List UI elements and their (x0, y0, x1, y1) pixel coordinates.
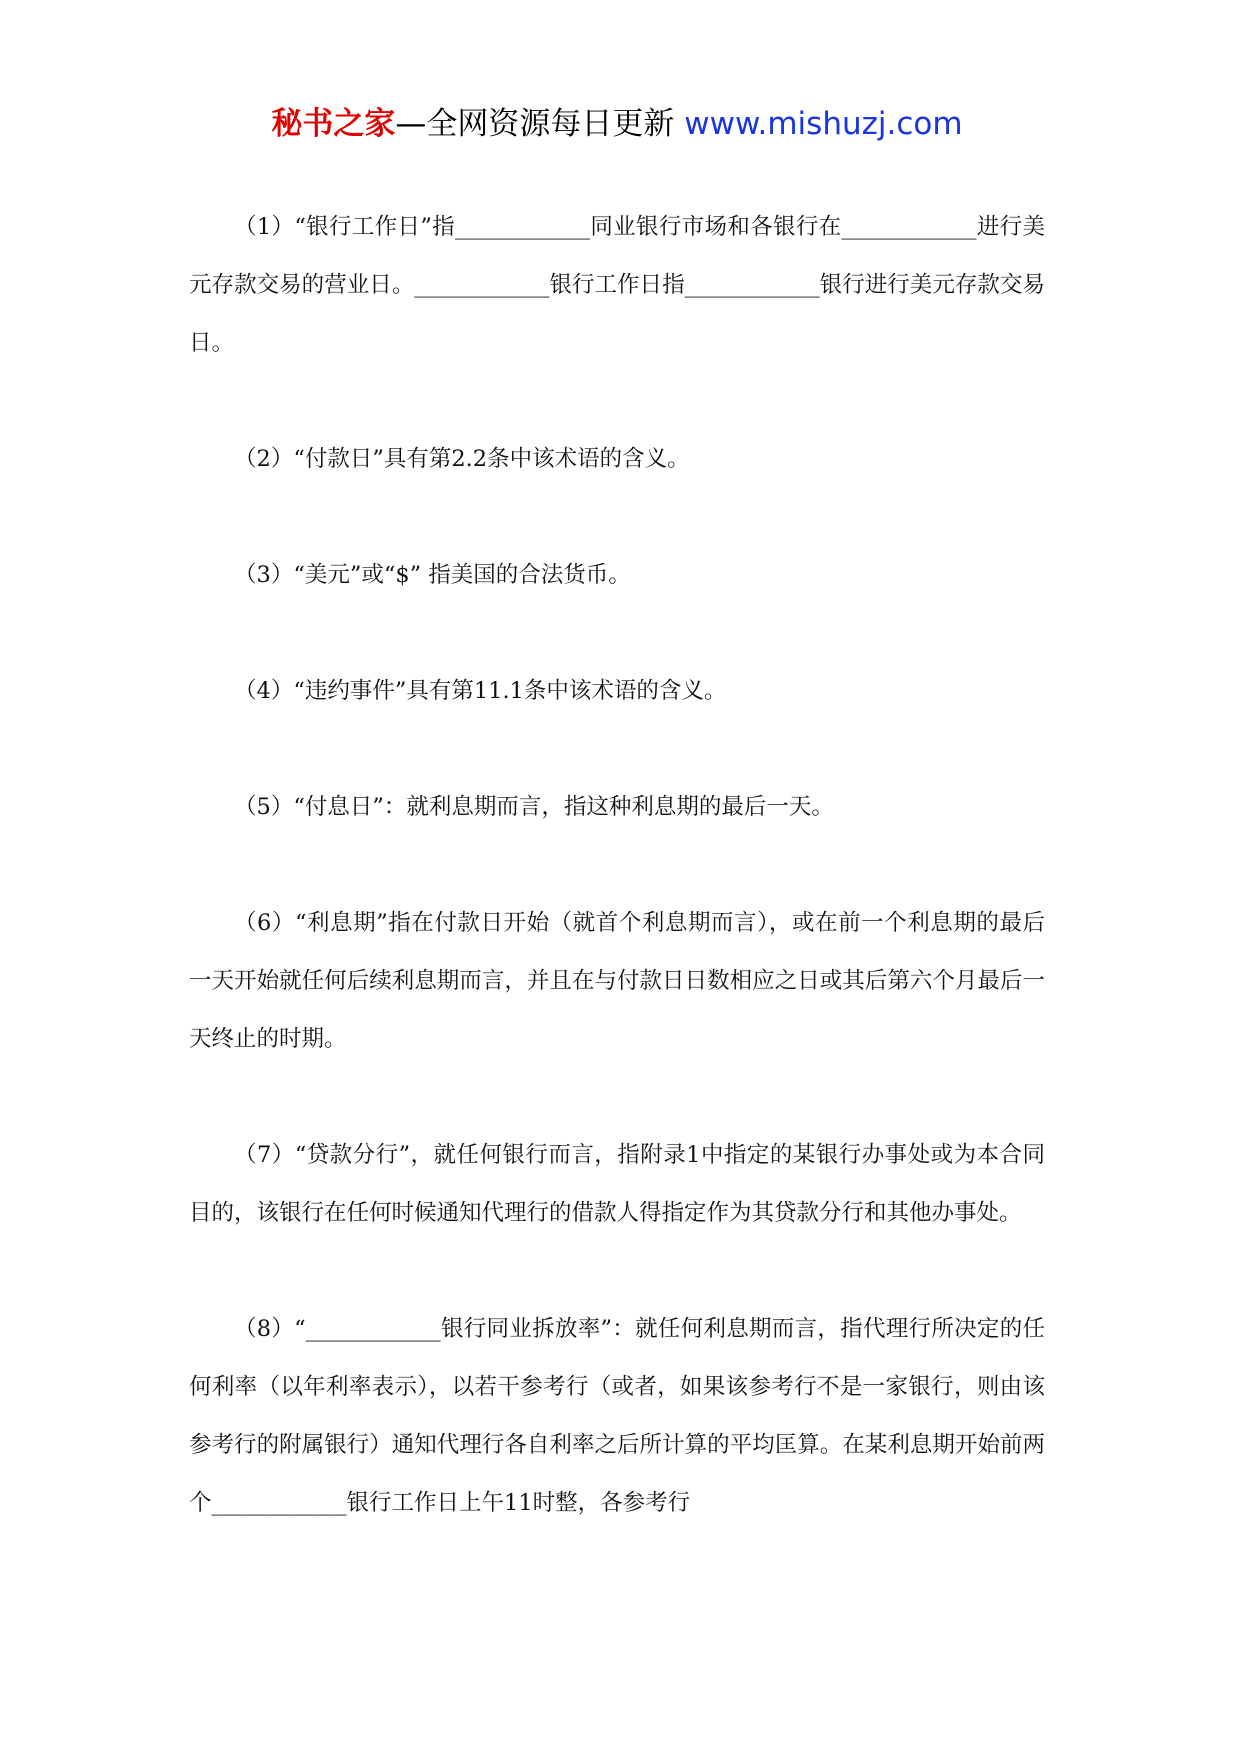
site-header (0, 102, 1234, 146)
brand-name: 秘书之家 (271, 106, 396, 142)
definition-paragraph-3: （3）“美元”或“$” 指美国的合法货币。 (234, 562, 631, 588)
definition-paragraph-5: （5）“付息日”：就利息期而言，指这种利息期的最后一天。 (234, 794, 834, 820)
definition-paragraph-4: （4）“违约事件”具有第11.1条中该术语的含义。 (234, 678, 727, 704)
definition-paragraph-1: （1）“银行工作日”指____________同业银行市场和各银行在____________进行美元存款交易的营业日。____________银行工作日指____________银行进行美元存款交易日。 (189, 214, 1045, 356)
document-body (189, 198, 1045, 1590)
site-url-link[interactable]: www.mishuzj.com (684, 106, 963, 142)
definition-paragraph-6: （6）“利息期”指在付款日开始（就首个利息期而言），或在前一个利息期的最后一天开始就任何后续利息期而言，并且在与付款日日数相应之日或其后第六个月最后一天终止的时期。 (189, 910, 1045, 1052)
definition-paragraph-7: （7）“贷款分行”，就任何银行而言，指附录1中指定的某银行办事处或为本合同目的，该银行在任何时候通知代理行的借款人得指定作为其贷款分行和其他办事处。 (189, 1142, 1045, 1226)
header-slogan: —全网资源每日更新 (395, 106, 675, 142)
definition-paragraph-2: （2）“付款日”具有第2.2条中该术语的含义。 (234, 446, 690, 472)
definition-paragraph-8: （8）“____________银行同业拆放率”：就任何利息期而言，指代理行所决定的任何利率（以年利率表示），以若干参考行（或者，如果该参考行不是一家银行，则由该参考行的附属银行）通知代理行各自利率之后所计算的平均匡算。在某利息期开始前两个____________银行工作日上午11时整，各参考行 (189, 1316, 1045, 1516)
